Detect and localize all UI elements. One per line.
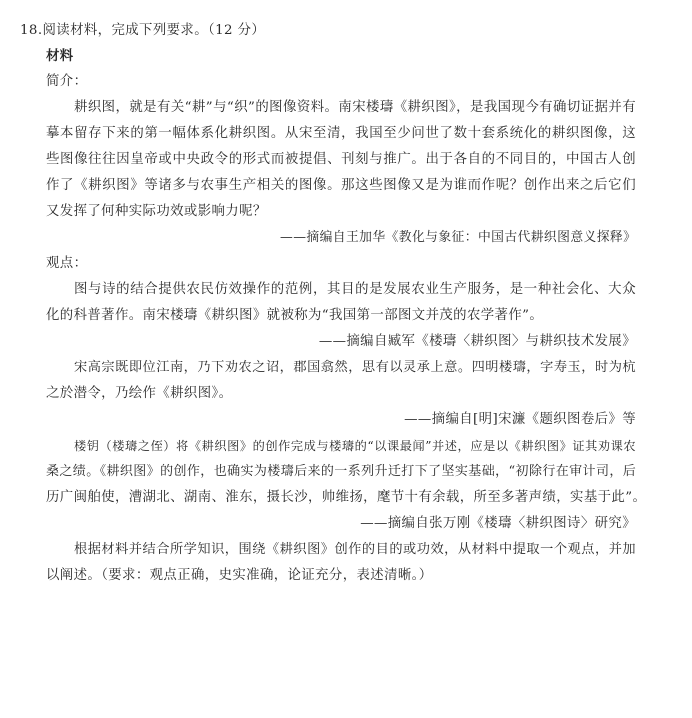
intro-heading: 简介： [46,74,88,89]
intro-paragraph-line: 又发挥了何种实际功效或影响力呢？ [46,204,267,219]
view3-line: 历广闽舶使，漕湖北、湖南、淮东，摄长沙，帅维扬，麾节十有余载，所至多著声绩，实基于此”。 [46,490,647,505]
view1-line: 化的科普著作。南宋楼璹《耕织图》就被称为“我国第一部图文并茂的农学著作”。 [46,308,544,323]
intro-paragraph-line: 些图像往往因皇帝或中央政令的形式而被提倡、刊刻与推广。出于各自的不同目的，中国古人创 [46,152,636,167]
view1-source: ——摘编自臧军《楼璹〈耕织图〉与耕织技术发展》 [318,334,636,349]
intro-paragraph-line: 作了《耕织图》等诸多与农事生产相关的图像。那这些图像又是为谁而作呢？创作出来之后它们 [46,178,636,193]
intro-source: ——摘编自王加华《教化与象征：中国古代耕织图意义探释》 [280,230,637,245]
view3-source: ——摘编自张万刚《楼璹〈耕织图诗〉研究》 [360,516,636,531]
view1-line: 图与诗的结合提供农民仿效操作的范例，其目的是发展农业生产服务，是一种社会化、大众 [74,282,636,297]
view2-source: ——摘编自[明]宋濂《题织图卷后》等 [404,412,636,427]
views-heading: 观点： [46,256,88,271]
view3-line: 桑之绩。《耕织图》的创作，也确实为楼璹后来的一系列升迁打下了坚实基础，“初除行在审计司，后 [46,464,637,479]
intro-paragraph-line: 摹本留存下来的第一幅体系化耕织图。从宋至清，我国至少问世了数十套系统化的耕织图像，这 [46,126,636,141]
view2-line: 之於潜令，乃绘作《耕织图》。 [46,386,233,401]
task-line: 根据材料并结合所学知识，围绕《耕织图》创作的目的或功效，从材料中提取一个观点，并加 [74,542,636,557]
view3-line: 楼钥（楼璹之侄）将《耕织图》的创作完成与楼璹的“以课最闻”并述，应是以《耕织图》证其劝课农 [74,439,636,453]
question-number-title: 18.阅读材料，完成下列要求。（12 分） [20,23,266,38]
task-line: 以阐述。（要求：观点正确，史实准确，论证充分，表述清晰。） [46,568,433,583]
intro-paragraph-line: 耕织图，就是有关“耕”与“织”的图像资料。南宋楼璹《耕织图》，是我国现今有确切证据并有 [74,100,636,115]
material-heading: 材料 [46,48,74,64]
view2-line: 宋高宗既即位江南，乃下劝农之诏，郡国翕然，思有以灵承上意。四明楼璹，字寿玉，时为杭 [74,360,636,375]
